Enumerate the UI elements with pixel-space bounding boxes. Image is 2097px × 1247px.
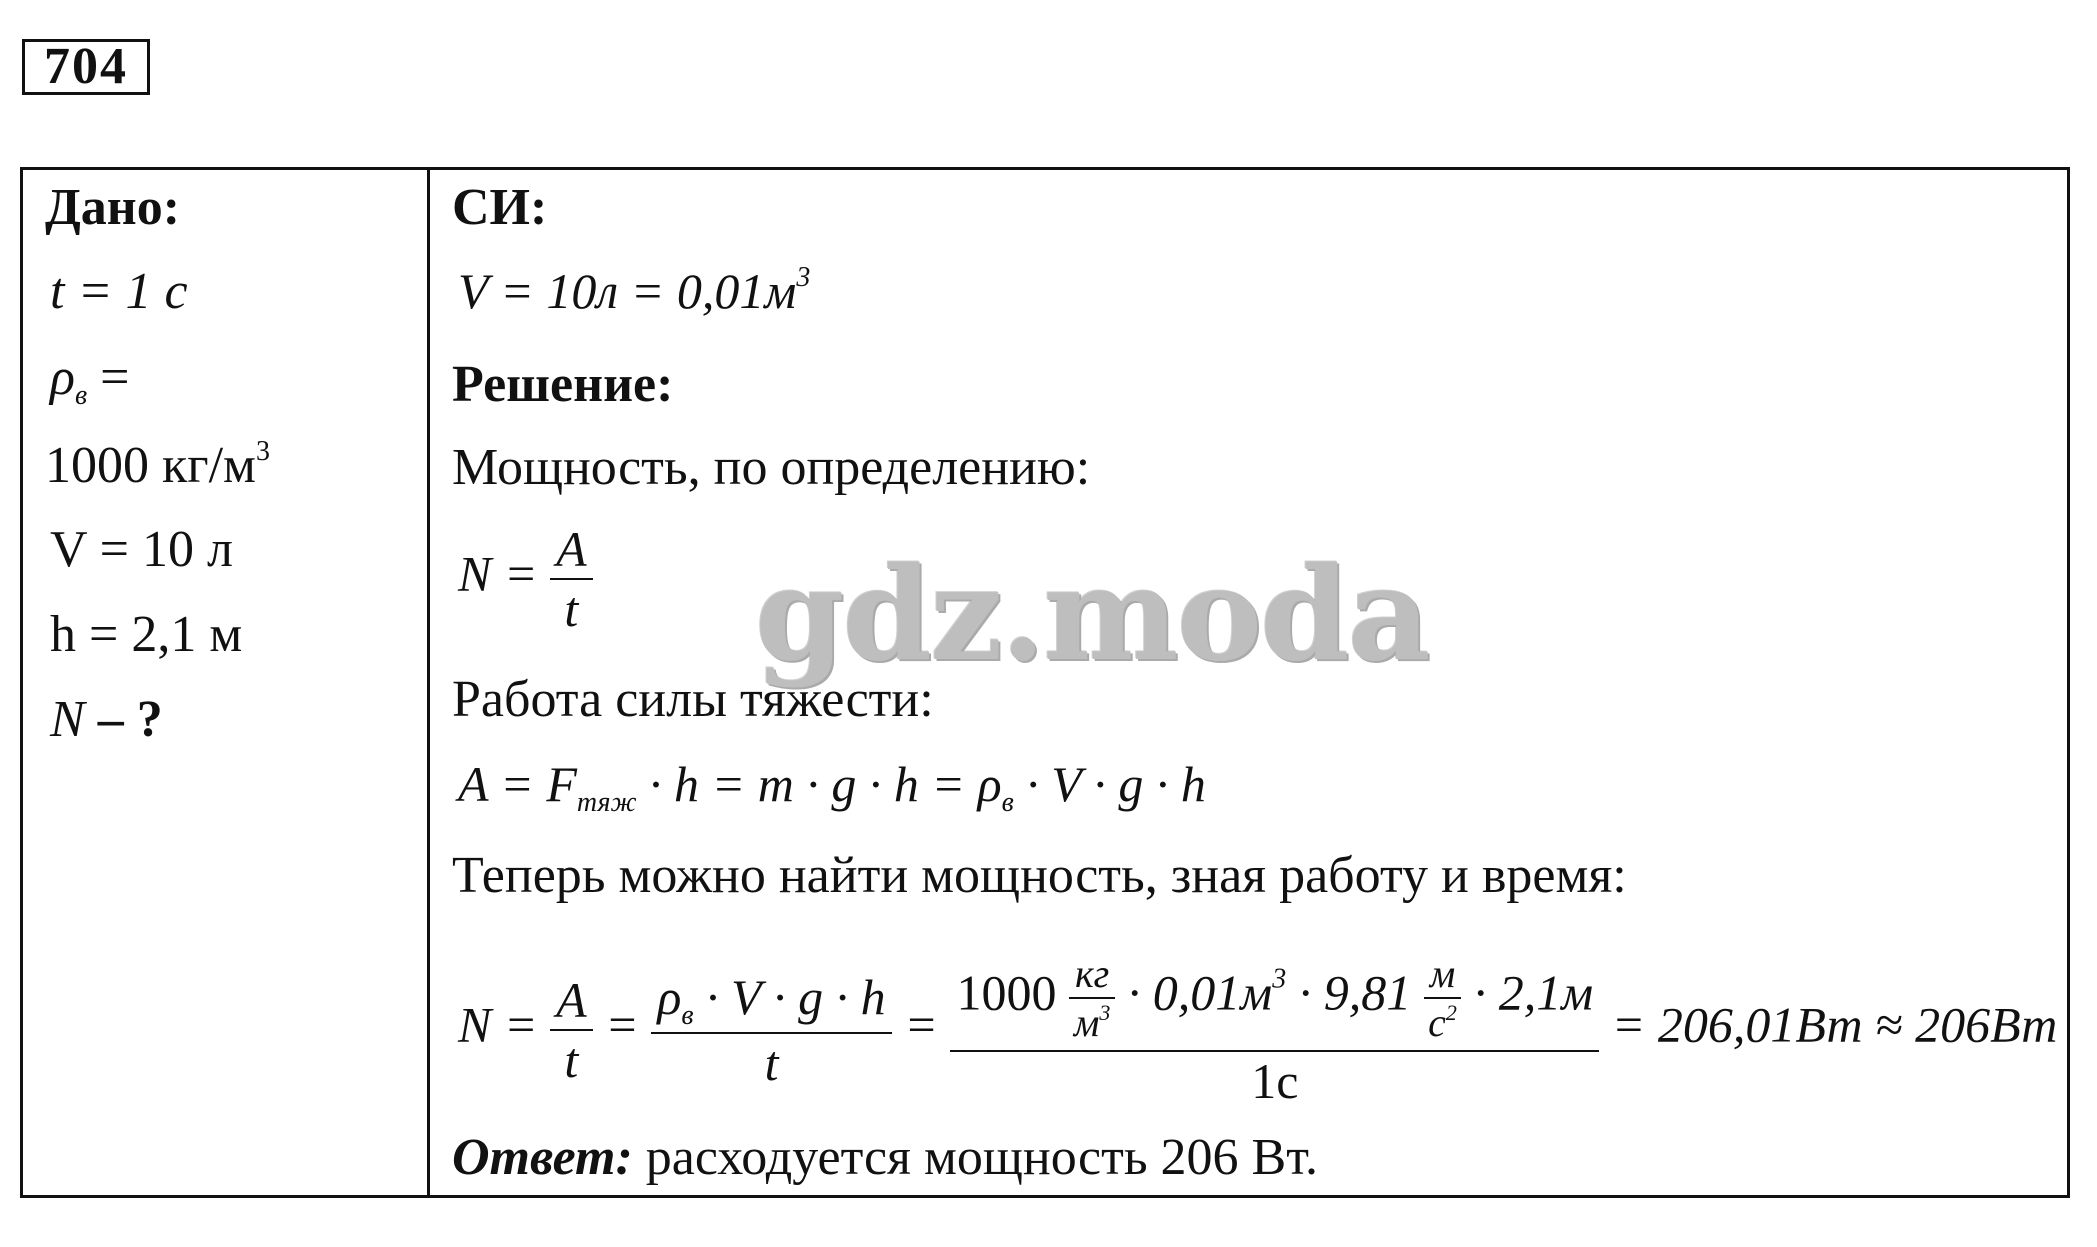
final-frac-3 <box>950 950 1599 1110</box>
final-frac-3-den: 1с <box>1251 1053 1299 1109</box>
N-symbol: N <box>50 691 85 748</box>
problem-number: 704 <box>22 39 150 95</box>
column-divider <box>427 167 430 1198</box>
final-frac-1-den: t <box>564 1032 579 1088</box>
given-rho <box>50 348 129 412</box>
big-m: м <box>1424 950 1462 999</box>
si-conversion-text: V = 10л = 0,01м <box>458 263 797 319</box>
given-V: V = 10 л <box>50 521 233 578</box>
formula-denominator: t <box>564 581 579 637</box>
big-kg-frac <box>1069 950 1115 1046</box>
work-sub2: в <box>1001 787 1014 818</box>
big-1000: 1000 <box>956 964 1057 1021</box>
final-eq-1: = <box>605 996 639 1053</box>
final-frac-1 <box>550 971 593 1089</box>
power-definition-text: Мощность, по определению: <box>452 439 1091 496</box>
final-frac-2-rho: ρ <box>657 969 682 1025</box>
big-mid2: · 9,81 <box>1298 964 1412 1021</box>
work-text: Работа силы тяжести: <box>452 671 934 728</box>
final-frac-2 <box>651 968 891 1092</box>
formula-lhs: N = <box>458 545 538 602</box>
big-kg: кг <box>1069 950 1115 999</box>
watermark-logo: gdz.moda <box>755 540 1429 690</box>
work-part2: · h = m · g · h = ρ <box>649 756 1002 812</box>
rho-subscript: в <box>74 380 88 411</box>
final-formula <box>458 950 2057 1110</box>
final-eq-2: = <box>904 996 938 1053</box>
work-sub: тяж <box>576 787 637 818</box>
si-conversion <box>458 262 810 320</box>
rho-value-exp: 3 <box>255 436 270 467</box>
answer-line <box>452 1128 1318 1187</box>
work-formula <box>458 755 1206 819</box>
given-h: h = 2,1 м <box>50 606 243 663</box>
big-c2-base: с <box>1428 1000 1446 1045</box>
formula-numerator: A <box>550 520 593 580</box>
answer-label: Ответ: <box>452 1129 633 1186</box>
now-text: Теперь можно найти мощность, зная работу и время: <box>452 847 1627 904</box>
final-frac-1-num: A <box>550 971 593 1031</box>
N-question: – ? <box>97 691 163 748</box>
rho-value-text: 1000 кг/м <box>45 437 256 494</box>
final-frac-3-num <box>950 950 1599 1052</box>
big-mid-exp: 3 <box>1272 963 1287 995</box>
final-frac-2-rest: · V · g · h <box>706 969 886 1025</box>
given-t: t = 1 с <box>50 263 188 320</box>
si-heading: СИ: <box>452 179 548 236</box>
work-part1: A = F <box>458 756 577 812</box>
final-frac-2-sub: в <box>681 1000 694 1031</box>
big-c2-exp: 2 <box>1445 1000 1457 1025</box>
given-heading: Дано: <box>45 179 181 236</box>
answer-text: расходуется мощность 206 Вт. <box>645 1129 1319 1186</box>
final-frac-2-den: t <box>764 1035 779 1091</box>
big-m3 <box>1069 999 1115 1046</box>
big-c2 <box>1424 999 1462 1046</box>
rho-equals: = <box>100 349 130 406</box>
big-m3-exp: 3 <box>1099 1000 1111 1025</box>
big-m3-base: м <box>1073 1000 1100 1045</box>
final-result: = 206,01Вт ≈ 206Вт <box>1611 996 2058 1053</box>
final-N: N = <box>458 996 538 1053</box>
work-part3: · V · g · h <box>1026 756 1206 812</box>
given-N <box>50 690 163 749</box>
rho-symbol: ρ <box>50 349 75 406</box>
big-end: · 2,1м <box>1473 964 1594 1021</box>
solution-heading: Решение: <box>452 356 674 413</box>
final-frac-2-num <box>651 968 891 1034</box>
formula-fraction <box>550 520 593 638</box>
big-m-c2-frac <box>1424 950 1462 1046</box>
big-mid: · 0,01м <box>1127 964 1273 1021</box>
given-rho-value <box>45 436 270 495</box>
power-formula <box>458 520 593 638</box>
si-conversion-exp: 3 <box>796 262 811 293</box>
